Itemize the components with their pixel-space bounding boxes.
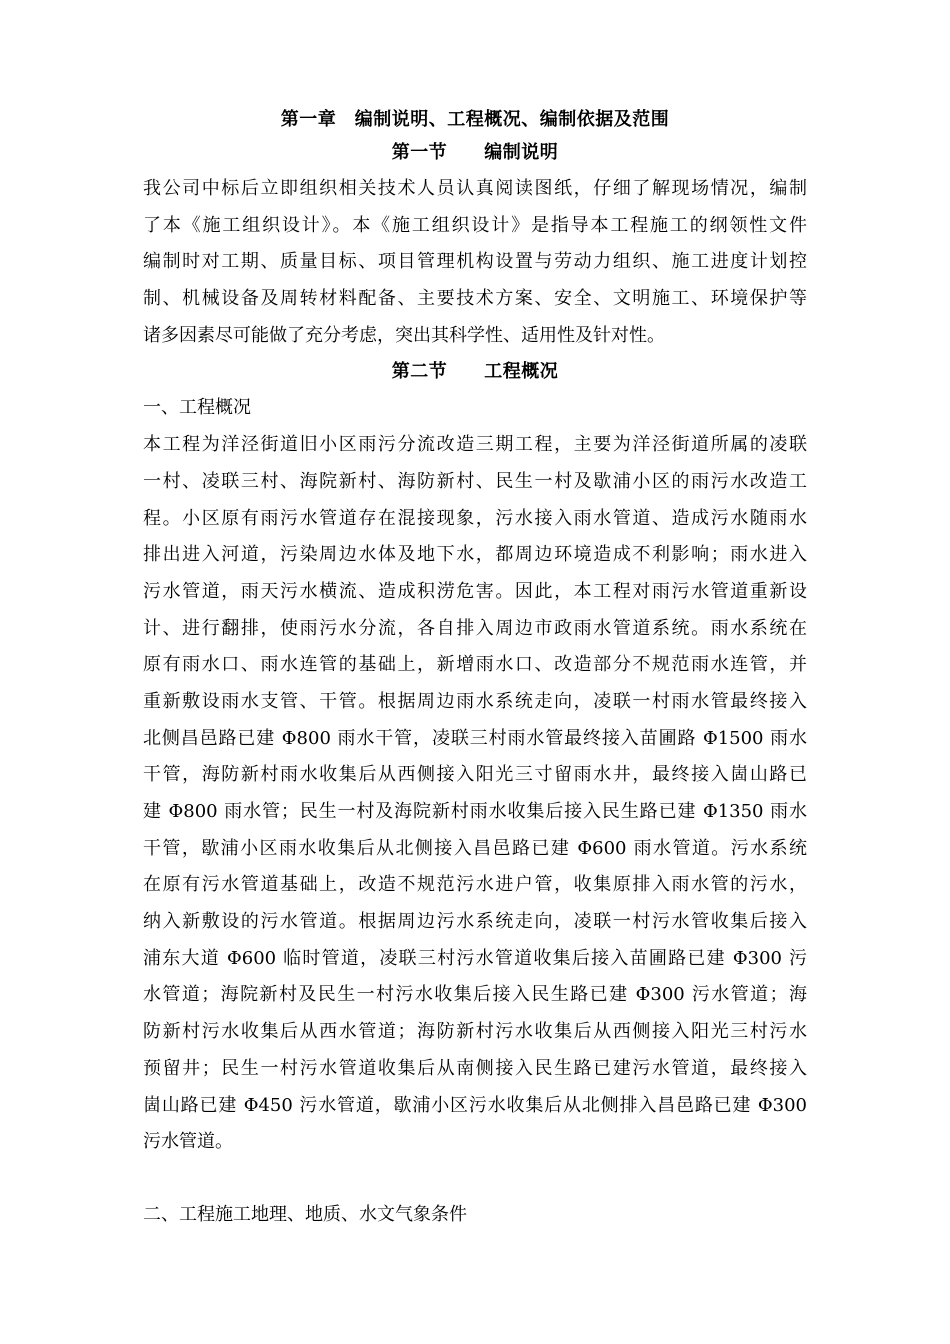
paragraph-line: 干管，海防新村雨水收集后从西侧接入阳光三寸留雨水井，最终接入崮山路已 <box>143 764 807 786</box>
paragraph-line: 制、机械设备及周转材料配备、主要技术方案、安全、文明施工、环境保护等 <box>143 288 807 310</box>
paragraph-line: 崮山路已建 Φ450 污水管道，歇浦小区污水收集后从北侧排入昌邑路已建 Φ300 <box>143 1094 807 1116</box>
paragraph-line: 编制时对工期、质量目标、项目管理机构设置与劳动力组织、施工进度计划控 <box>143 251 807 273</box>
chapter-title: 第一章 编制说明、工程概况、编制依据及范围 <box>280 109 670 130</box>
paragraph-line: 浦东大道 Φ600 临时管道，凌联三村污水管道收集后接入苗圃路已建 Φ300 污 <box>143 947 807 969</box>
paragraph-line: 程。小区原有雨污水管道存在混接现象，污水接入雨水管道、造成污水随雨水 <box>143 507 807 529</box>
paragraph-line: 污水管道，雨天污水横流、造成积涝危害。因此，本工程对雨污水管道重新设 <box>143 580 807 602</box>
paragraph-line: 了本《施工组织设计》。本《施工组织设计》是指导本工程施工的纲领性文件 <box>143 214 807 236</box>
paragraph-line: 本工程为洋泾街道旧小区雨污分流改造三期工程，主要为洋泾街道所属的凌联 <box>143 434 807 456</box>
section-body-compilation <box>143 171 807 354</box>
paragraph-line: 防新村污水收集后从西水管道；海防新村污水收集后从西侧接入阳光三村污水 <box>143 1021 807 1043</box>
paragraph-line: 我公司中标后立即组织相关技术人员认真阅读图纸，仔细了解现场情况，编制 <box>143 178 807 199</box>
blank-line <box>143 1161 807 1197</box>
paragraph-line: 诸多因素尽可能做了充分考虑，突出其科学性、适用性及针对性。 <box>143 324 665 346</box>
section-title-overview: 第二节 工程概况 <box>391 361 559 383</box>
paragraph-line: 干管，歇浦小区雨水收集后从北侧接入昌邑路已建 Φ600 雨水管道。污水系统 <box>143 837 807 859</box>
paragraph-line: 重新敷设雨水支管、干管。根据周边雨水系统走向，凌联一村雨水管最终接入 <box>143 690 807 712</box>
section-body-overview <box>143 427 807 1161</box>
paragraph-line: 北侧昌邑路已建 Φ800 雨水干管，凌联三村雨水管最终接入苗圃路 Φ1500 雨水 <box>143 727 807 749</box>
paragraph-line: 水管道；海院新村及民生一村污水收集后接入民生路已建 Φ300 污水管道；海 <box>143 984 807 1006</box>
paragraph-line: 原有雨水口、雨水连管的基础上，新增雨水口、改造部分不规范雨水连管，并 <box>143 654 807 676</box>
paragraph-line: 建 Φ800 雨水管；民生一村及海院新村雨水收集后接入民生路已建 Φ1350 雨水 <box>143 801 807 822</box>
document-content <box>143 104 807 1234</box>
subsection-title-overview: 一、工程概况 <box>143 397 251 419</box>
paragraph-line: 污水管道。 <box>143 1131 233 1153</box>
paragraph-line: 预留井；民生一村污水管道收集后从南侧接入民生路已建污水管道，最终接入 <box>143 1057 807 1079</box>
paragraph-line: 在原有污水管道基础上，改造不规范污水进户管，收集原排入雨水管的污水， <box>143 874 807 896</box>
paragraph-line: 纳入新敷设的污水管道。根据周边污水系统走向，凌联一村污水管收集后接入 <box>143 911 807 933</box>
subsection-title-conditions: 二、工程施工地理、地质、水文气象条件 <box>143 1203 467 1225</box>
paragraph-line: 计、进行翻排，使雨污水分流，各自排入周边市政雨水管道系统。雨水系统在 <box>143 617 807 639</box>
paragraph-line: 排出进入河道，污染周边水体及地下水，都周边环境造成不利影响；雨水进入 <box>143 544 807 566</box>
paragraph-line: 一村、凌联三村、海院新村、海防新村、民生一村及歇浦小区的雨污水改造工 <box>143 470 807 492</box>
section-title-compilation: 第一节 编制说明 <box>391 142 559 163</box>
